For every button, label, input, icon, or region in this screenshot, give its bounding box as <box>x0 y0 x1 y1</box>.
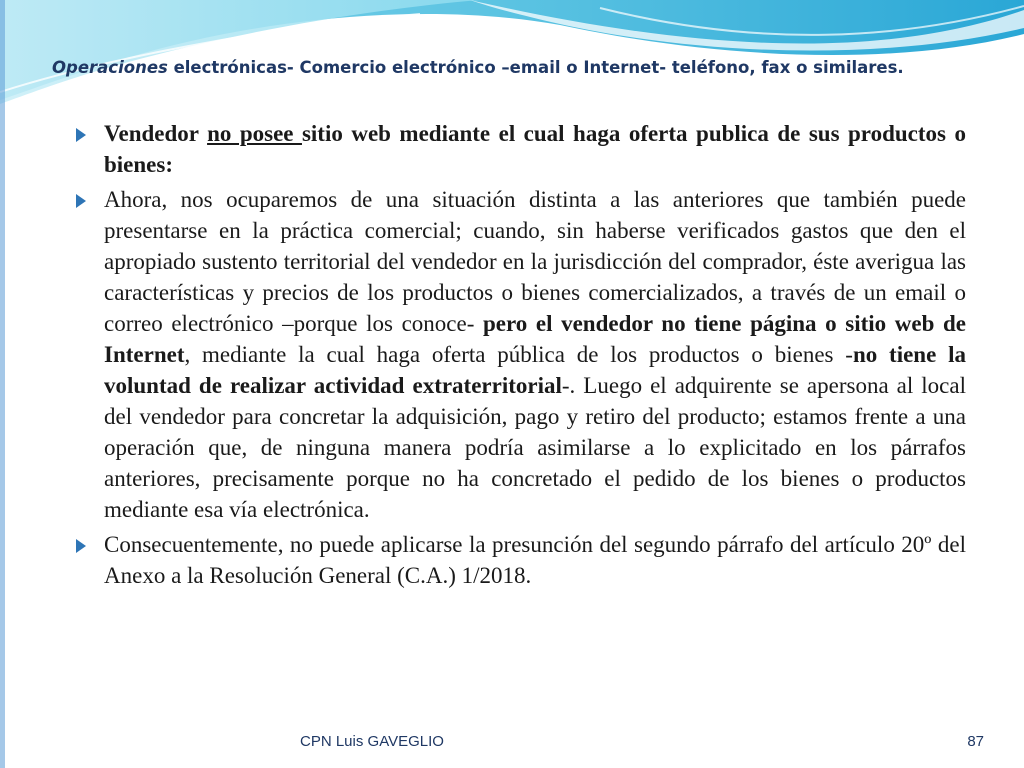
bold-phrase-no-website: pero el vendedor no tiene página o sitio web de Internet <box>104 311 966 367</box>
bullet-text-1: Vendedor no posee sitio web mediante el cual haga oferta publica de sus productos o bienes: <box>104 121 966 177</box>
left-border-decoration <box>0 0 5 768</box>
bullet-item-1 <box>70 118 966 180</box>
underlined-phrase: no posee <box>207 121 302 146</box>
slide-title-rest: electrónicas- Comercio electrónico –email o Internet- teléfono, fax o similares. <box>167 58 904 77</box>
bullet-list <box>70 118 966 595</box>
triangle-bullet-icon <box>75 127 87 143</box>
slide-title <box>52 58 982 78</box>
footer-page-number: 87 <box>967 733 984 750</box>
bullet-item-2 <box>70 184 966 525</box>
footer-author: CPN Luis GAVEGLIO <box>300 733 444 750</box>
slide-title-italic-part: Operaciones <box>52 58 168 77</box>
bold-phrase-no-intent: no tiene la voluntad de realizar actividad extraterritorial <box>104 342 966 398</box>
triangle-bullet-icon <box>75 193 87 209</box>
bullet-text-2: Ahora, nos ocuparemos de una situación distinta a las anteriores que también puede presentarse en la práctica comercial; cuando, sin haberse verificados gastos que den el apropiado sustento territorial del vendedor en la jurisdicción del comprador, éste averigua las características y precios de los productos o bienes comercializados, a través de un email o correo electrónico –porque los conoce- pero el vendedor no tiene página o sitio web de Internet, mediante la cual haga oferta pública de los productos o bienes -no tiene la voluntad de realizar actividad extraterritorial-. Luego el adquirente se apersona al local del vendedor para concretar la adquisición, pago y retiro del producto; estamos frente a una operación que, de ninguna manera podría asimilarse a lo explicitado en los párrafos anteriores, precisamente porque no ha concretado el pedido de los bienes o productos mediante esa vía electrónica. <box>104 187 966 522</box>
bullet-text-3: Consecuentemente, no puede aplicarse la presunción del segundo párrafo del artículo 20º del Anexo a la Resolución General (C.A.) 1/2018. <box>104 532 966 588</box>
bullet-item-3 <box>70 529 966 591</box>
triangle-bullet-icon <box>75 538 87 554</box>
